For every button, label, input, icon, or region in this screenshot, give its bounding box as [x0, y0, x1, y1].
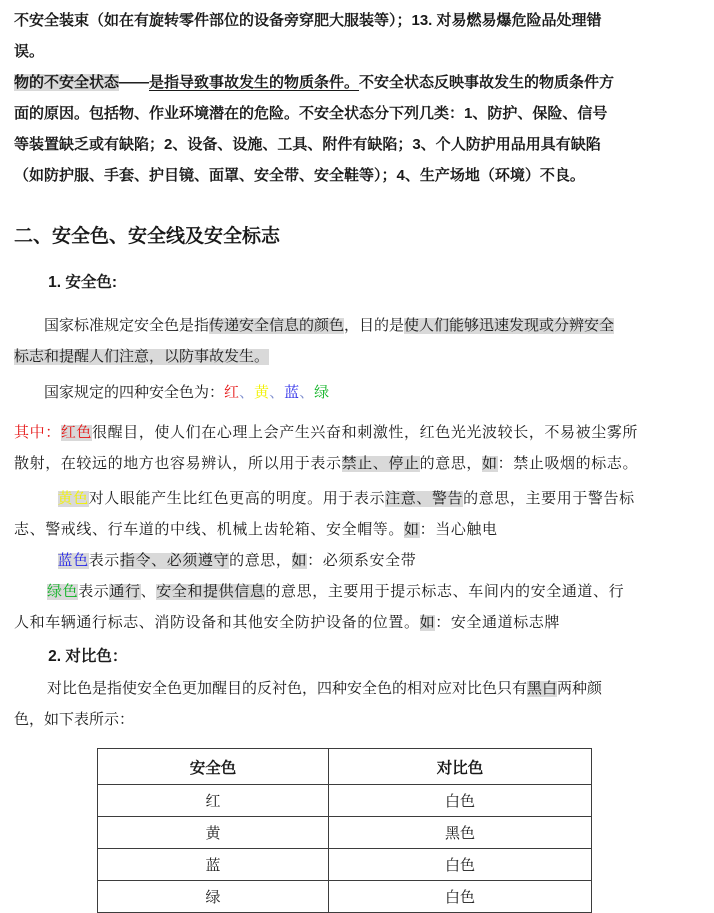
- text-run: 是指导致事故发生的物质条件。: [149, 74, 360, 91]
- text-run: 等装置缺乏或有缺陷；2、设备、设施、工具、附件有缺陷；3、个人防护用品用具有缺陷: [14, 136, 601, 153]
- text-run: 表示: [88, 553, 120, 569]
- text-line: [14, 67, 700, 98]
- text-line: [14, 577, 700, 608]
- table-cell: 蓝: [98, 849, 329, 881]
- text-line: [14, 342, 700, 373]
- text-line: [14, 311, 700, 342]
- text-run: ：必须系安全带: [307, 553, 417, 569]
- text-run: 通行: [109, 584, 141, 600]
- text-run: 绿色: [47, 584, 79, 600]
- text-run: 如: [419, 615, 436, 631]
- text-line: [14, 160, 700, 191]
- text-run: 传递安全信息的颜色: [209, 318, 345, 334]
- text-line: [14, 546, 700, 577]
- table-row: [98, 849, 592, 881]
- text-run: 2. 对比色：: [48, 648, 128, 665]
- text-run: 面的原因。包括物、作业环境潜在的危险。不安全状态分下列几类：1、防护、保险、信号: [14, 105, 608, 122]
- text-run: 红: [224, 385, 240, 401]
- para-green-color: [14, 577, 700, 639]
- table-cell: 黄: [98, 817, 329, 849]
- text-line: [14, 484, 700, 515]
- text-run: 其中：: [14, 425, 61, 441]
- text-run: 的意思，: [229, 553, 292, 569]
- table-header-cell: 对比色: [329, 749, 592, 785]
- text-run: 国家规定的四种安全色为：: [44, 385, 225, 401]
- table-cell: 白色: [329, 785, 592, 817]
- text-run: 红色: [60, 425, 93, 441]
- text-line: [14, 5, 700, 36]
- text-run: 如: [291, 553, 308, 569]
- text-run: 不安全装束（如在有旋转零件部位的设备旁穿肥大服装等）；13. 对易燃易爆危险品处理错: [14, 12, 602, 29]
- table-header-row: [98, 749, 592, 785]
- text-run: ：安全通道标志牌: [435, 615, 561, 631]
- text-run: 黄色: [57, 491, 89, 507]
- para-four-colors: [14, 378, 700, 409]
- text-run: 蓝色: [57, 553, 89, 569]
- text-run: 人和车辆通行标志、消防设备和其他安全防护设备的位置。: [14, 615, 420, 631]
- para-red-color: [14, 418, 700, 480]
- table-cell: 红: [98, 785, 329, 817]
- text-run: 色，如下表所示：: [14, 712, 135, 728]
- para-yellow-color: [14, 484, 700, 546]
- text-run: 黑白: [527, 681, 558, 697]
- text-run: 表示: [78, 584, 110, 600]
- text-line: [14, 641, 700, 672]
- text-line: [14, 378, 700, 409]
- table-header-cell: 安全色: [98, 749, 329, 785]
- text-line: [14, 449, 700, 480]
- text-run: ，目的是: [344, 318, 405, 334]
- text-line: [14, 418, 700, 449]
- text-run: （如防护服、手套、护目镜、面罩、安全带、安全鞋等）；4、生产场地（环境）不良。: [14, 167, 585, 184]
- table-cell: 白色: [329, 881, 592, 913]
- text-run: 两种颜: [557, 681, 603, 697]
- text-run: 指令、必须遵守: [119, 553, 230, 569]
- text-run: 、: [269, 385, 285, 401]
- text-run: 很醒目，使人们在心理上会产生兴奋和刺激性，红色光光波较长，不易被尘雾所: [92, 425, 639, 441]
- table-row: [98, 785, 592, 817]
- text-run: 如: [404, 522, 420, 538]
- text-run: 禁止、停止: [341, 456, 420, 472]
- text-run: 不安全状态反映事故发生的物质条件方: [359, 74, 615, 91]
- document-body: [14, 5, 700, 913]
- table-cell: 绿: [98, 881, 329, 913]
- contrast-color-table: [97, 748, 592, 913]
- text-line: [14, 36, 700, 67]
- text-run: 注意、警告: [385, 491, 464, 507]
- text-run: 国家标准规定安全色是指: [44, 318, 210, 334]
- text-run: 1. 安全色:: [48, 274, 117, 291]
- text-run: 黄: [254, 385, 270, 401]
- para-safety-color-definition: [14, 311, 700, 373]
- table-cell: 白色: [329, 849, 592, 881]
- text-run: 对人眼能产生比红色更高的明度。用于表示: [88, 491, 386, 507]
- table-cell: 黑色: [329, 817, 592, 849]
- para-unsafe-state: [14, 67, 700, 191]
- text-line: [14, 674, 700, 705]
- text-run: 、: [140, 584, 157, 600]
- text-run: 二、安全色、安全线及安全标志: [14, 226, 281, 247]
- text-run: 、: [239, 385, 255, 401]
- text-run: ：禁止吸烟的标志。: [497, 456, 639, 472]
- text-line: [14, 515, 700, 546]
- text-run: ——: [119, 74, 150, 91]
- heading-section-2: [14, 221, 700, 253]
- text-run: 散射，在较远的地方也容易辨认，所以用于表示: [14, 456, 342, 472]
- subheading-contrast-color: [14, 641, 700, 672]
- text-run: 的意思，主要用于警告标: [463, 491, 635, 507]
- text-run: 、: [299, 385, 315, 401]
- para-contrast-color: [14, 674, 700, 736]
- text-run: 使人们能够迅速发现或分辨安全: [404, 318, 615, 334]
- text-line: [14, 98, 700, 129]
- text-line: [14, 221, 700, 253]
- para-unsafe-attire: [14, 5, 700, 67]
- text-run: 绿: [314, 385, 330, 401]
- table-row: [98, 881, 592, 913]
- text-run: 对比色是指使安全色更加醒目的反衬色，四种安全色的相对应对比色只有: [47, 681, 528, 697]
- text-line: [14, 129, 700, 160]
- table-row: [98, 817, 592, 849]
- text-run: 标志和提醒人们注意，以防事故发生。: [14, 349, 270, 365]
- text-run: 的意思，主要用于提示标志、车间内的安全通道、行: [265, 584, 625, 600]
- text-run: 志、警戒线、行车道的中线、机械上齿轮箱、安全帽等。: [14, 522, 405, 538]
- text-run: 如: [482, 456, 498, 472]
- text-run: 物的不安全状态: [14, 74, 120, 91]
- subheading-safety-color: [14, 267, 700, 298]
- text-line: [14, 705, 700, 736]
- text-run: 误。: [14, 43, 45, 60]
- text-run: 安全和提供信息: [156, 584, 266, 600]
- text-line: [14, 267, 700, 298]
- text-run: 的意思，: [419, 456, 483, 472]
- text-line: [14, 608, 700, 639]
- text-run: 蓝: [284, 385, 300, 401]
- text-run: ：当心触电: [419, 522, 498, 538]
- para-blue-color: [14, 546, 700, 577]
